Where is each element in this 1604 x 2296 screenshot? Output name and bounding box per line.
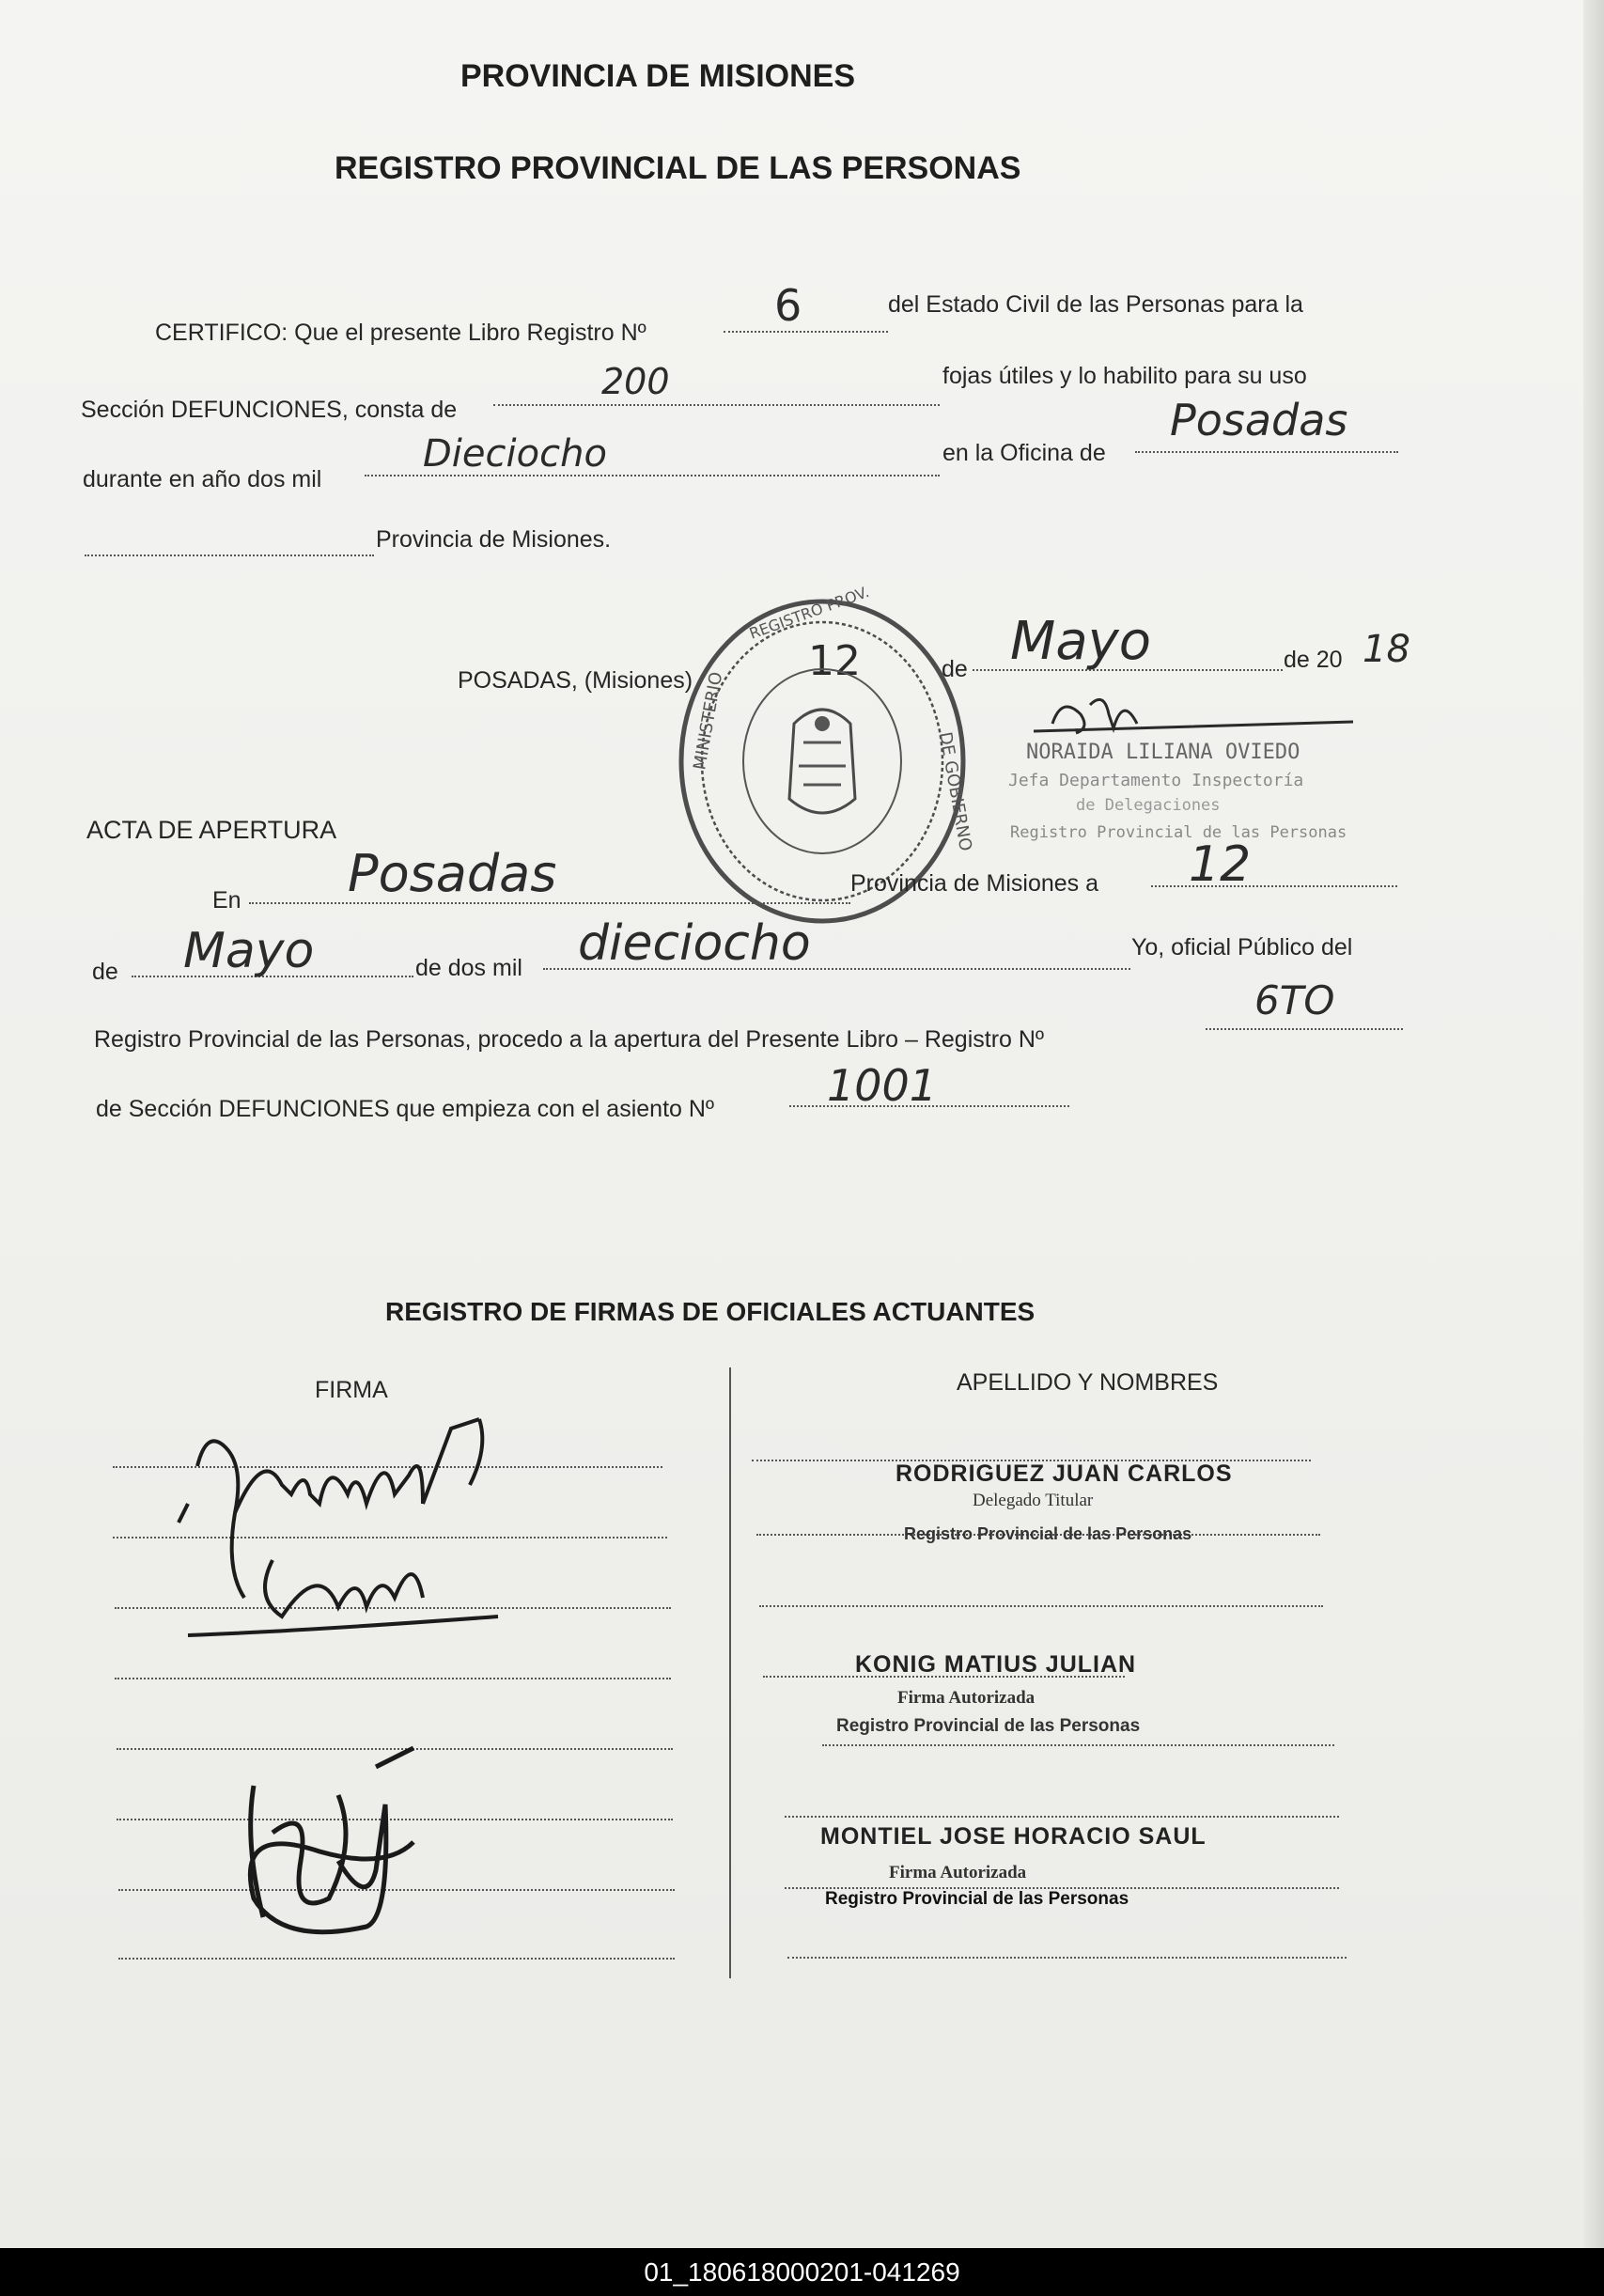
- year-words-handwritten: Dieciocho: [423, 432, 607, 476]
- cert-line4-suffix: Provincia de Misiones.: [376, 526, 612, 553]
- official-2-role: Firma Autorizada: [897, 1688, 1036, 1708]
- apertura-heading: ACTA DE APERTURA: [86, 816, 337, 844]
- dotted-line: [85, 554, 374, 556]
- city-handwritten: Posadas: [348, 844, 557, 903]
- official-1-name: RODRIGUEZ JUAN CARLOS: [895, 1460, 1233, 1487]
- official-2-name: KONIG MATIUS JULIAN: [855, 1651, 1137, 1678]
- signature-1-icon: [169, 1410, 526, 1645]
- official-3-office: Registro Provincial de las Personas: [825, 1889, 1129, 1909]
- col-names-header: APELLIDO Y NOMBRES: [957, 1369, 1219, 1396]
- official-1-role: Delegado Titular: [973, 1491, 1094, 1510]
- apertura-month-handwritten: Mayo: [183, 923, 315, 979]
- de-label-2: de: [92, 959, 118, 985]
- book-number-handwritten: 6: [774, 280, 802, 331]
- name-line: [787, 1957, 1347, 1959]
- official-3-role: Firma Autorizada: [889, 1863, 1027, 1882]
- header-province: PROVINCIA DE MISIONES: [460, 58, 856, 94]
- day-handwritten: 12: [808, 637, 861, 685]
- dotted-line: [724, 331, 888, 333]
- province-label: Provincia de Misiones a: [850, 870, 1099, 897]
- official-1-office: Registro Provincial de las Personas: [904, 1524, 1192, 1543]
- apertura-book-number-handwritten: 6TO: [1254, 977, 1335, 1023]
- cert-line3-prefix: durante en año dos mil: [83, 466, 322, 492]
- dos-mil-label: de dos mil: [415, 955, 522, 981]
- place-prefix: POSADAS, (Misiones): [458, 667, 693, 694]
- apertura-line4: de Sección DEFUNCIONES que empieza con el asiento Nº: [96, 1096, 715, 1122]
- cert-line2-prefix: Sección DEFUNCIONES, consta de: [81, 397, 458, 423]
- month-handwritten: Mayo: [1010, 611, 1152, 672]
- official-signature-icon: [1034, 686, 1353, 742]
- cert-line3-mid: en la Oficina de: [942, 440, 1106, 466]
- official-3-name: MONTIEL JOSE HORACIO SAUL: [820, 1823, 1207, 1850]
- dotted-line: [1135, 451, 1398, 453]
- col-signature-header: FIRMA: [315, 1377, 388, 1403]
- stamp-title2: de Delegaciones: [1076, 796, 1221, 815]
- apertura-year-handwritten: dieciocho: [578, 915, 811, 972]
- dotted-line: [493, 404, 940, 406]
- cert-line1-suffix: del Estado Civil de las Personas para la: [888, 291, 1303, 318]
- name-line: [822, 1744, 1334, 1746]
- header-registry: REGISTRO PROVINCIAL DE LAS PERSONAS: [335, 150, 1021, 186]
- signature-line: [115, 1678, 671, 1679]
- dotted-line: [1206, 1028, 1403, 1030]
- entry-number-handwritten: 1001: [827, 1060, 938, 1111]
- signatures-heading: REGISTRO DE FIRMAS DE OFICIALES ACTUANTES: [385, 1297, 1036, 1326]
- stamp-official-name: NORAIDA LILIANA OVIEDO: [1026, 741, 1300, 764]
- year-prefix: de 20: [1284, 647, 1343, 673]
- file-id-bar: 01_180618000201-041269: [0, 2248, 1604, 2296]
- signature-3-icon: [226, 1729, 451, 1945]
- official-2-office: Registro Provincial de las Personas: [836, 1716, 1141, 1736]
- official-label: Yo, oficial Público del: [1131, 934, 1353, 961]
- cert-line2-suffix: fojas útiles y lo habilito para su uso: [942, 363, 1307, 389]
- year-suffix-handwritten: 18: [1363, 628, 1410, 671]
- stamp-title1: Jefa Departamento Inspectoría: [1008, 771, 1304, 790]
- de-label: de: [942, 656, 968, 682]
- name-line: [785, 1816, 1339, 1818]
- pages-handwritten: 200: [601, 361, 670, 402]
- svg-text:MINISTERIO: MINISTERIO: [690, 670, 727, 772]
- column-divider: [729, 1367, 731, 1978]
- signature-line: [118, 1958, 675, 1960]
- stamp-title3: Registro Provincial de las Personas: [1010, 823, 1347, 842]
- svg-text:DE GOBIERNO: DE GOBIERNO: [935, 730, 976, 853]
- name-line: [759, 1605, 1323, 1607]
- en-label: En: [212, 887, 241, 914]
- cert-line1-prefix: CERTIFICO: Que el presente Libro Registro Nº: [155, 320, 646, 346]
- page-edge: [1583, 0, 1604, 2248]
- svg-text:REGISTRO PROV.: REGISTRO PROV.: [746, 583, 872, 643]
- office-handwritten: Posadas: [1170, 395, 1348, 445]
- apertura-line3: Registro Provincial de las Personas, procedo a la apertura del Presente Libro – Registro Nº: [94, 1026, 1045, 1053]
- apertura-day-handwritten: 12: [1189, 836, 1252, 893]
